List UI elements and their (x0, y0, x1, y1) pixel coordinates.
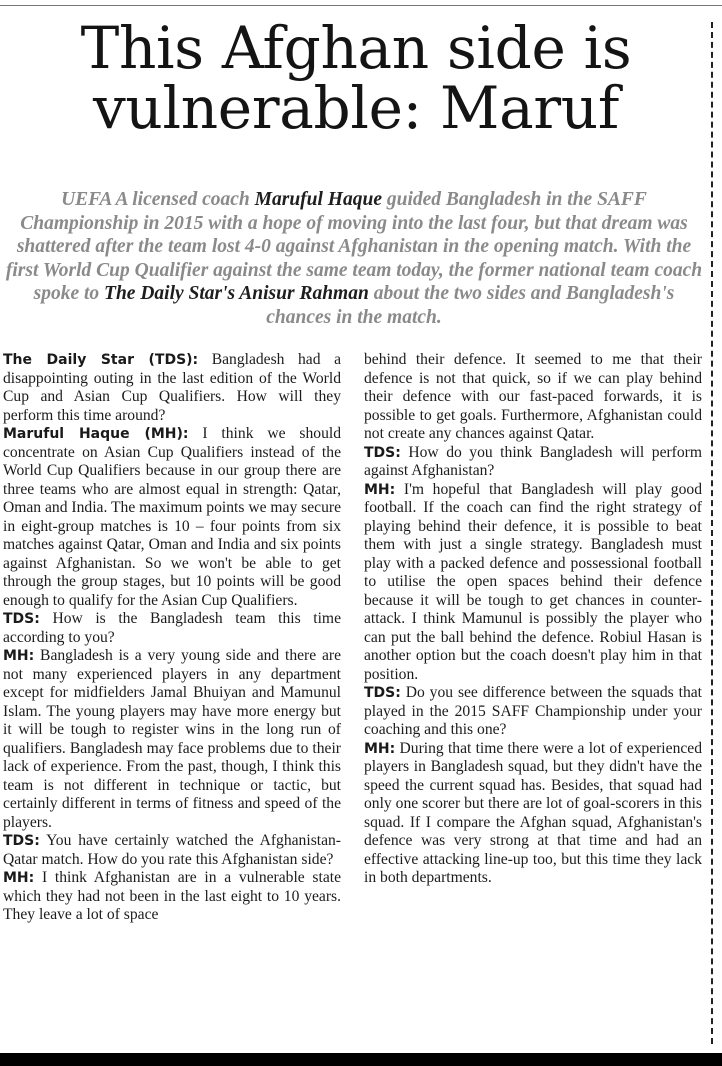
intro-text: guided Bangladesh in the SAFF Championship in 2015 with a hope of moving into the last four, but that dream was shattered after the team lost 4-0 against Afghanistan in the opening match. With the first World Cup Qualifier against the same team today, the former national team coach spoke to (5, 189, 703, 304)
paragraph-text: You have certainly watched the Afghanistan-Qatar match. How do you rate this Afghanistan side? (3, 832, 341, 868)
right-column (364, 351, 702, 888)
paragraph-text: Do you see difference between the squads that played in the 2015 SAFF Championship under your coaching and this one? (364, 684, 702, 738)
paragraph-text: I think Afghanistan are in a vulnerable state which they had not been in the last eight to 10 years. They leave a lot of space (3, 869, 341, 923)
left-column (3, 351, 341, 925)
speaker-label: TDS: (3, 611, 40, 627)
speaker-label: TDS: (364, 444, 401, 461)
paragraph-text: How is the Bangladesh team this time according to you? (3, 610, 341, 646)
bottom-band (0, 1053, 722, 1066)
speaker-label: MH: (364, 481, 396, 498)
speaker-label: TDS: (364, 685, 401, 701)
speaker-label: TDS: (3, 833, 40, 849)
intro-text: UEFA A licensed coach (61, 189, 255, 210)
paragraph-text: Bangladesh had a disappointing outing in the last edition of the World Cup and Asian Cup Qualifiers. How will they perform this time around? (3, 351, 341, 424)
headline: This Afghan side is vulnerable: Maruf (80, 14, 632, 142)
interview-paragraph (3, 647, 341, 832)
reporter-name: The Daily Star's Anisur Rahman (104, 283, 369, 304)
paragraph-text: I think we should concentrate on Asian Cup Qualifiers instead of the World Cup Qualifiers because in our group there are three teams who are almost equal in strength: Qatar, Oman and India. The maximum points we may secure in eight-group matches is 10 – four points from six matches against Qatar, Oman and India and six points against Afghanistan. So we won't be able to get through the group stages, but 10 points will be good enough to qualify for the Asian Cup Qualifiers. (3, 425, 341, 609)
paragraph-text: During that time there were a lot of experienced players in Bangladesh squad, but they didn't have the speed the current squad has. Besides, that squad had only one scorer but there are lot of goal-scorers in this squad. If I compare the Afghan squad, Afghanistan's defence was very strong at that time and had an effective attacking line-up too, but this time they lack in both departments. (364, 739, 702, 886)
paragraph-text: How do you think Bangladesh will perform against Afghanistan? (364, 443, 702, 479)
speaker-label: The Daily Star (TDS): (3, 352, 199, 368)
interview-paragraph (3, 832, 341, 869)
intro-paragraph (4, 188, 704, 329)
interview-paragraph (3, 610, 341, 647)
interview-paragraph (3, 869, 341, 925)
paragraph-text: Bangladesh is a very young side and there are not many experienced players in any department except for midfielders Jamal Bhuiyan and Mamunul Islam. The young players may have more energy but it will be tough to register wins in the long run of qualifiers. Bangladesh may face problems due to their lack of experience. From the past, though, I think this team is not different in technique or tactic, but certainly different in terms of fitness and speed of the players. (3, 647, 341, 831)
top-rule (0, 5, 722, 6)
interview-paragraph (364, 351, 702, 444)
speaker-label: Maruful Haque (MH): (3, 426, 189, 442)
interview-paragraph (3, 351, 341, 425)
coach-name: Maruful Haque (254, 189, 382, 210)
interview-paragraph (364, 740, 702, 888)
speaker-label: MH: (3, 870, 35, 886)
speaker-label: MH: (364, 740, 396, 757)
interview-paragraph (364, 684, 702, 740)
intro-text: about the two sides and Bangladesh's chances in the match. (266, 283, 675, 328)
paragraph-text: I'm hopeful that Bangladesh will play good football. If the coach can find the right strategy of playing behind their defence, it is possible to beat them with just a single strategy. Bangladesh must play with a packed defence and possessional football to utilise the open spaces behind their defence because it will be tough to get chances in counter-attack. I think Mamunul is possibly the player who can put the ball behind the defence. Robiul Hasan is another option but the coach doesn't play him in that position. (364, 480, 702, 683)
paragraph-text: behind their defence. It seemed to me that their defence is not that quick, so if we can play behind their defence with our fast-paced forwards, it is possible to get goals. Furthermore, Afghanistan could not create any chances against Qatar. (364, 351, 702, 442)
interview-paragraph (3, 425, 341, 610)
interview-paragraph (364, 481, 702, 685)
interview-paragraph (364, 444, 702, 481)
column-dashed-rule (711, 22, 713, 1044)
speaker-label: MH: (3, 648, 35, 664)
